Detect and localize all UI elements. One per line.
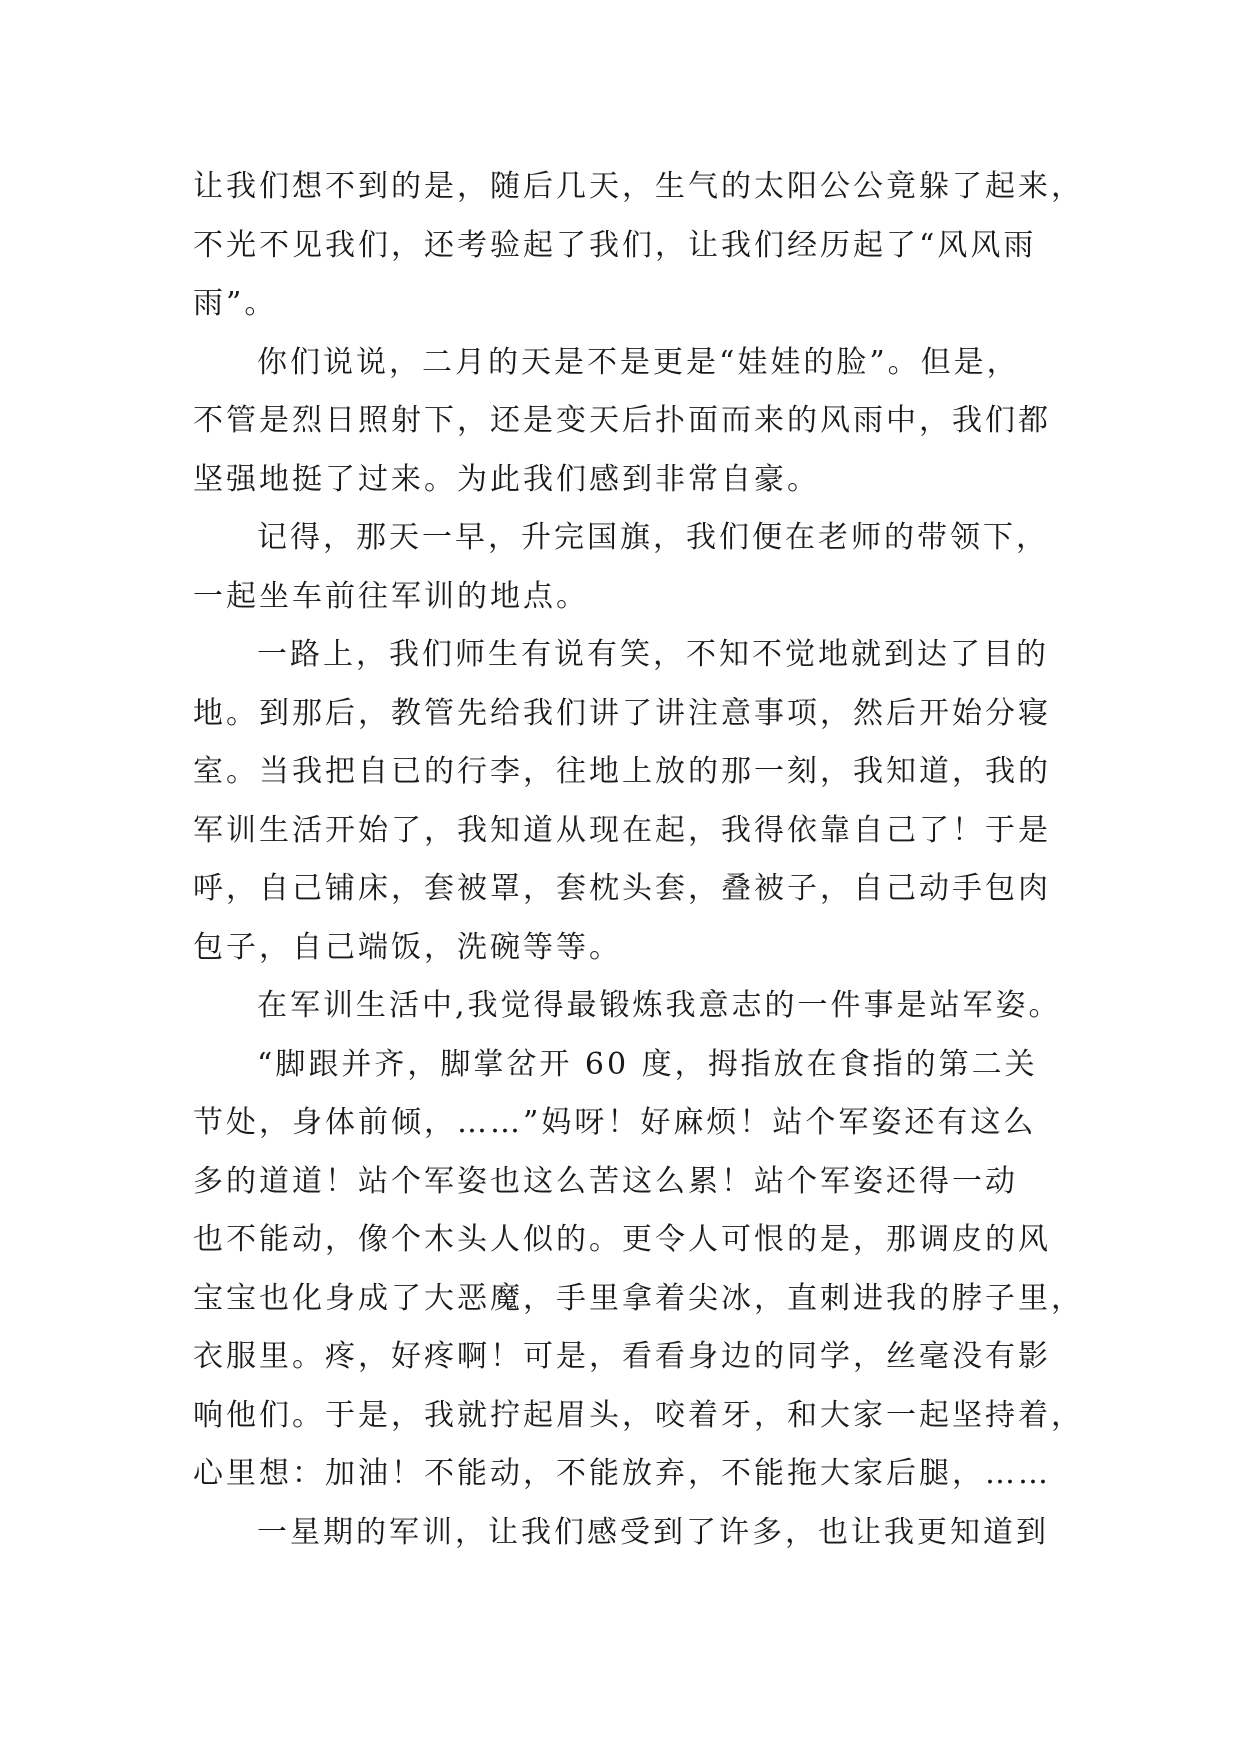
text-line: 地。到那后，教管先给我们讲了讲注意事项，然后开始分寝 bbox=[193, 695, 1051, 731]
text-line: 室。当我把自已的行李，往地上放的那一刻，我知道，我的 bbox=[193, 754, 1051, 789]
paragraph-first-line: 一星期的军训，让我们感受到了许多，也让我更知道到 bbox=[257, 1514, 1049, 1550]
text-line: 宝宝也化身成了大恶魔，手里拿着尖冰，直刺进我的脖子里， bbox=[193, 1280, 1084, 1316]
paragraph-first-line: 在军训生活中,我觉得最锻炼我意志的一件事是站军姿。 bbox=[257, 988, 1062, 1023]
paragraph-first-line: 你们说说，二月的天是不是更是“娃娃的脸”。但是， bbox=[257, 344, 1020, 380]
text-line: 心里想：加油！不能动，不能放弃，不能拖大家后腿，…… bbox=[193, 1456, 1051, 1491]
text-line: 包子，自己端饭，洗碗等等。 bbox=[193, 929, 622, 965]
text-line: 雨”。 bbox=[193, 286, 278, 321]
text-line: 多的道道！站个军姿也这么苦这么累！站个军姿还得一动 bbox=[193, 1163, 1018, 1199]
text-line: 不光不见我们，还考验起了我们，让我们经历起了“风风雨 bbox=[193, 227, 1037, 263]
text-line: 节处，身体前倾，……”妈呀！好麻烦！站个军姿还有这么 bbox=[193, 1105, 1037, 1140]
text-line: 不管是烈日照射下，还是变天后扑面而来的风雨中，我们都 bbox=[193, 403, 1051, 438]
text-line: 呼，自己铺床，套被罩，套枕头套，叠被子，自己动手包肉 bbox=[193, 871, 1051, 906]
text-line: 坚强地挺了过来。为此我们感到非常自豪。 bbox=[193, 461, 820, 497]
paragraph-first-line: “脚跟并齐，脚掌岔开 60 度，拇指放在食指的第二关 bbox=[257, 1046, 1038, 1082]
paragraph-first-line: 记得，那天一早，升完国旗，我们便在老师的带领下， bbox=[257, 520, 1049, 555]
text-line: 响他们。于是，我就拧起眉头，咬着牙，和大家一起坚持着， bbox=[193, 1397, 1084, 1433]
paragraph-first-line: 一路上，我们师生有说有笑，不知不觉地就到达了目的 bbox=[257, 637, 1049, 672]
text-line: 一起坐车前往军训的地点。 bbox=[193, 578, 589, 614]
body-text bbox=[193, 158, 1084, 1562]
text-line: 也不能动，像个木头人似的。更令人可恨的是，那调皮的风 bbox=[193, 1222, 1051, 1257]
text-line: 军训生活开始了，我知道从现在起，我得依靠自己了！于是 bbox=[193, 812, 1051, 848]
text-line: 衣服里。疼，好疼啊！可是，看看身边的同学，丝毫没有影 bbox=[193, 1339, 1051, 1374]
text-line: 让我们想不到的是，随后几天，生气的太阳公公竟躲了起来， bbox=[193, 169, 1084, 204]
